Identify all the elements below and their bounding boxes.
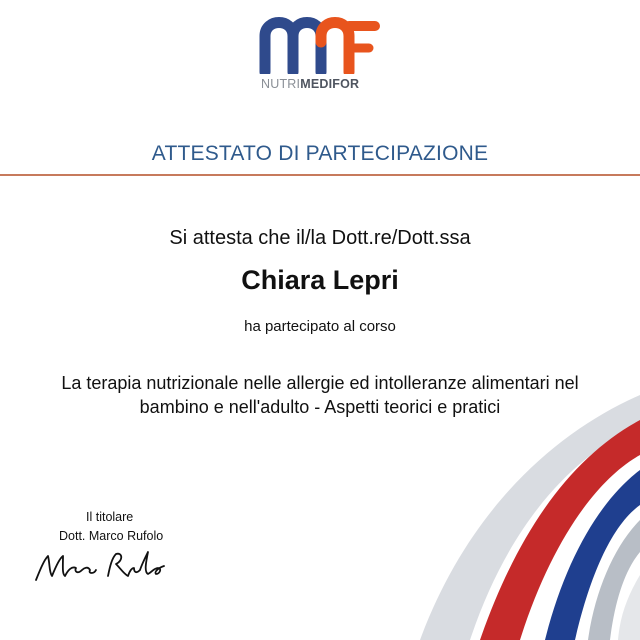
course-title <box>20 371 620 419</box>
logo-brand-bold: MEDIFOR <box>300 77 360 91</box>
course-title-line-2: bambino e nell'adulto - Aspetti teorici e pratici <box>139 397 501 417</box>
company-logo <box>255 12 385 90</box>
logo-brand-light: NUTRI <box>261 77 301 91</box>
participant-name: Chiara Lepri <box>241 265 399 295</box>
course-title-line-1: La terapia nutrizionale nelle allergie ed intolleranze alimentari nel <box>61 373 579 393</box>
logo-wordmark <box>261 77 359 91</box>
signer-name: Dott. Marco Rufolo <box>59 529 164 543</box>
handwritten-signature <box>32 546 172 586</box>
certificate-title: ATTESTATO DI PARTECIPAZIONE <box>151 142 489 165</box>
participation-text: ha partecipato al corso <box>244 318 396 335</box>
certificate-intro: Si attesta che il/la Dott.re/Dott.ssa <box>169 227 471 249</box>
logo-mark <box>255 12 385 74</box>
signer-role: Il titolare <box>86 510 134 524</box>
title-divider <box>0 174 640 176</box>
